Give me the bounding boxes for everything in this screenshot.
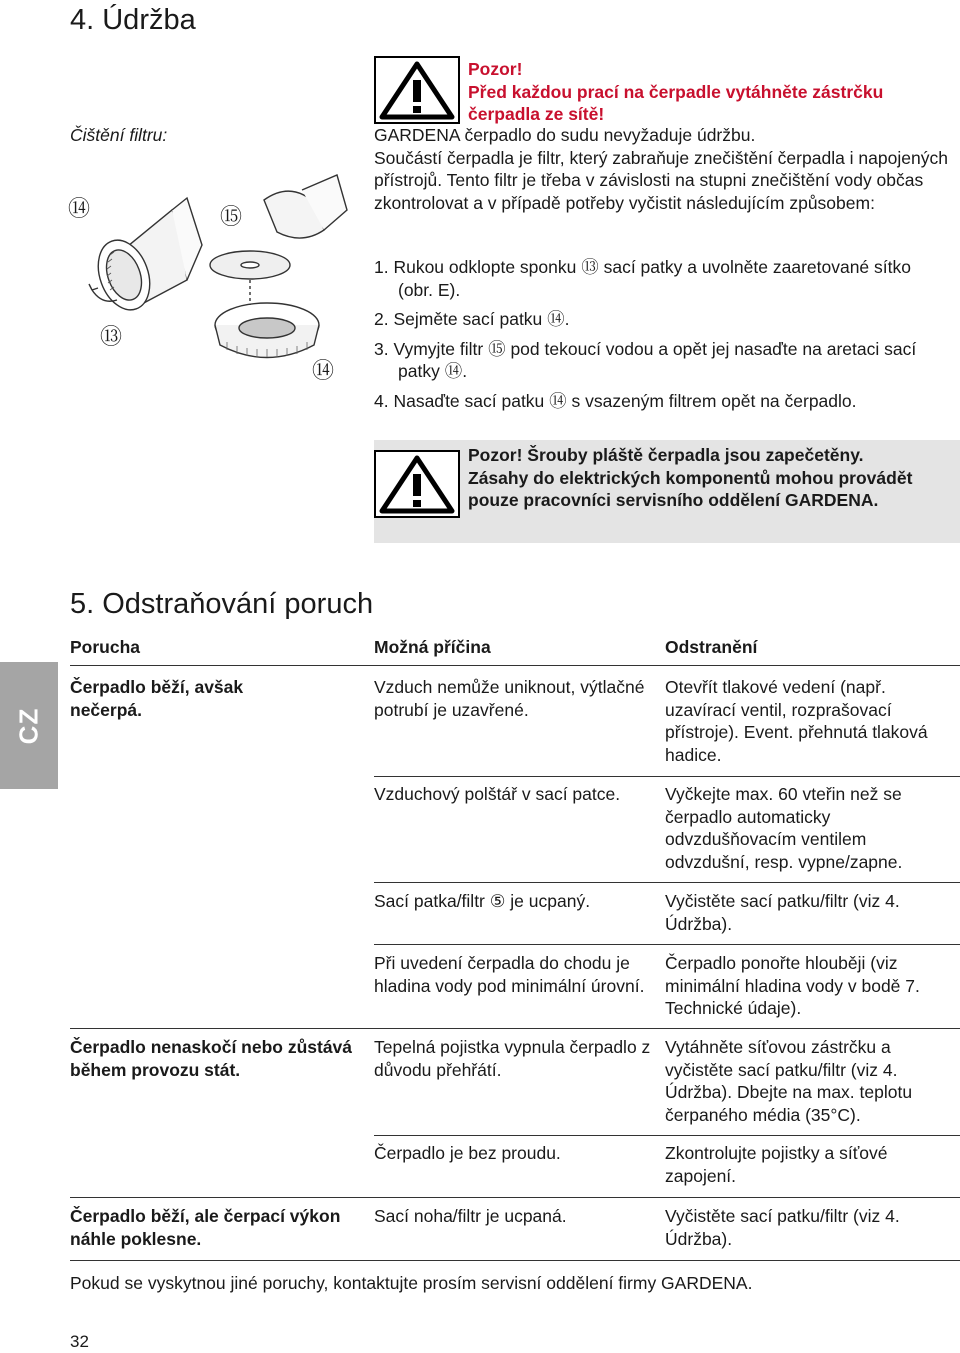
column-header-remedy: Odstranění [665, 637, 758, 657]
warning-2-message: Zásahy do elektrických komponentů mohou provádět pouze pracovníci servisního oddělení GARDENA. [468, 467, 913, 510]
maintenance-intro [374, 124, 954, 214]
warning-icon-frame-1 [374, 56, 460, 124]
filter-paragraph: Součástí čerpadla je filtr, který zabraňuje znečištění čerpadla i napojených přístrojů. Tento filtr je třeba v závislosti na stupni znečištění vody občas zkontrolovat a v případě potřeby vyčistit následujícím způsobem: [374, 147, 948, 213]
remedy-cell: Čerpadlo ponořte hlouběji (viz minimální hladina vody v bodě 7. Technické údaje). [665, 953, 920, 1018]
row-divider [374, 776, 960, 777]
cleaning-step: 4. Nasaďte sací patku ⑭ s vsazeným filtrem opět na čerpadlo. [374, 390, 857, 411]
footer-note: Pokud se vyskytnou jiné poruchy, kontaktujte prosím servisní oddělení firmy GARDENA. [70, 1273, 753, 1293]
label-suction-foot-2: ⑭ [312, 358, 335, 383]
warning-2-text [468, 444, 928, 512]
fault-cell: Čerpadlo nenaskočí nebo zůstává během provozu stát. [70, 1037, 353, 1080]
warning-triangle-icon [374, 56, 460, 124]
maintenance-heading: 4. Údržba [70, 4, 196, 36]
warning-2-title: Pozor! Šrouby pláště čerpadla jsou zapečetěny. [468, 445, 864, 465]
cause-cell: Čerpadlo je bez proudu. [374, 1143, 561, 1163]
cleaning-step: 2. Sejměte sací patku ⑭. [374, 309, 570, 329]
remedy-cell: Vyčistěte sací patku/filtr (viz 4. Údržba). [665, 891, 900, 934]
cause-cell: Sací patka/filtr ⑤ je ucpaný. [374, 891, 591, 911]
language-tab-label: CZ [13, 707, 44, 744]
row-divider [374, 882, 960, 883]
warning-1-message: Před každou prací na čerpadle vytáhněte zástrčku čerpadla ze sítě! [468, 81, 884, 124]
warning-1-title: Pozor! [468, 59, 523, 79]
cleaning-step: 1. Rukou odklopte sponku ⑬ sací patky a uvolněte zaaretované sítko (obr. E). [374, 257, 911, 300]
remedy-cell: Otevřít tlakové vedení (např. uzavírací ventil, rozprašovací přístroje). Event. přehnutá tlaková hadice. [665, 677, 928, 765]
language-tab [0, 662, 58, 789]
row-divider [374, 944, 960, 945]
filter-cleaning-subheading: Čištění filtru: [70, 125, 168, 145]
label-suction-foot: ⑭ [68, 196, 91, 221]
remedy-cell: Vytáhněte síťovou zástrčku a vyčistěte sací patku/filtr (viz 4. Údržba). Dbejte na max. teplotu čerpaného média (35°C). [665, 1037, 913, 1125]
row-divider [70, 1028, 960, 1029]
label-filter: ⑮ [220, 204, 243, 229]
row-divider [70, 1197, 960, 1198]
cause-cell: Vzduchový polštář v sací patce. [374, 784, 621, 804]
cause-cell: Tepelná pojistka vypnula čerpadlo z důvodu přehřátí. [374, 1037, 651, 1080]
column-header-fault: Porucha [70, 637, 141, 657]
cause-cell: Při uvedení čerpadla do chodu je hladina vody pod minimální úrovní. [374, 953, 645, 996]
fault-cell: Čerpadlo běží, ale čerpací výkon náhle poklesne. [70, 1206, 341, 1249]
warning-triangle-icon [374, 450, 460, 518]
warning-2-box [374, 440, 960, 543]
fault-cell: Čerpadlo běží, avšak nečerpá. [70, 677, 244, 720]
troubleshooting-heading: 5. Odstraňování poruch [70, 588, 374, 620]
remedy-cell: Vyčkejte max. 60 vteřin než se čerpadlo automaticky odvzdušňovacím ventilem odvzdušní, resp. vypne/zapne. [665, 784, 903, 872]
cause-cell: Sací noha/filtr je ucpaná. [374, 1206, 567, 1226]
row-divider [374, 1135, 960, 1136]
page-number: 32 [70, 1332, 89, 1351]
remedy-cell: Vyčistěte sací patku/filtr (viz 4. Údržba). [665, 1206, 900, 1249]
filter-figure [62, 170, 357, 400]
remedy-cell: Zkontrolujte pojistky a síťové zapojení. [665, 1143, 888, 1186]
column-header-cause: Možná příčina [374, 637, 491, 657]
label-clip: ⑬ [100, 324, 123, 349]
warning-1-text [468, 58, 948, 126]
cleaning-steps [374, 256, 946, 419]
no-maintenance-paragraph: GARDENA čerpadlo do sudu nevyžaduje údržbu. [374, 125, 756, 145]
header-divider [70, 665, 960, 666]
cleaning-step: 3. Vymyjte filtr ⑮ pod tekoucí vodou a opět jej nasaďte na aretaci sací patky ⑭. [374, 338, 917, 381]
table-bottom-divider [70, 1260, 960, 1261]
cause-cell: Vzduch nemůže uniknout, výtlačné potrubí je uzavřené. [374, 677, 645, 720]
